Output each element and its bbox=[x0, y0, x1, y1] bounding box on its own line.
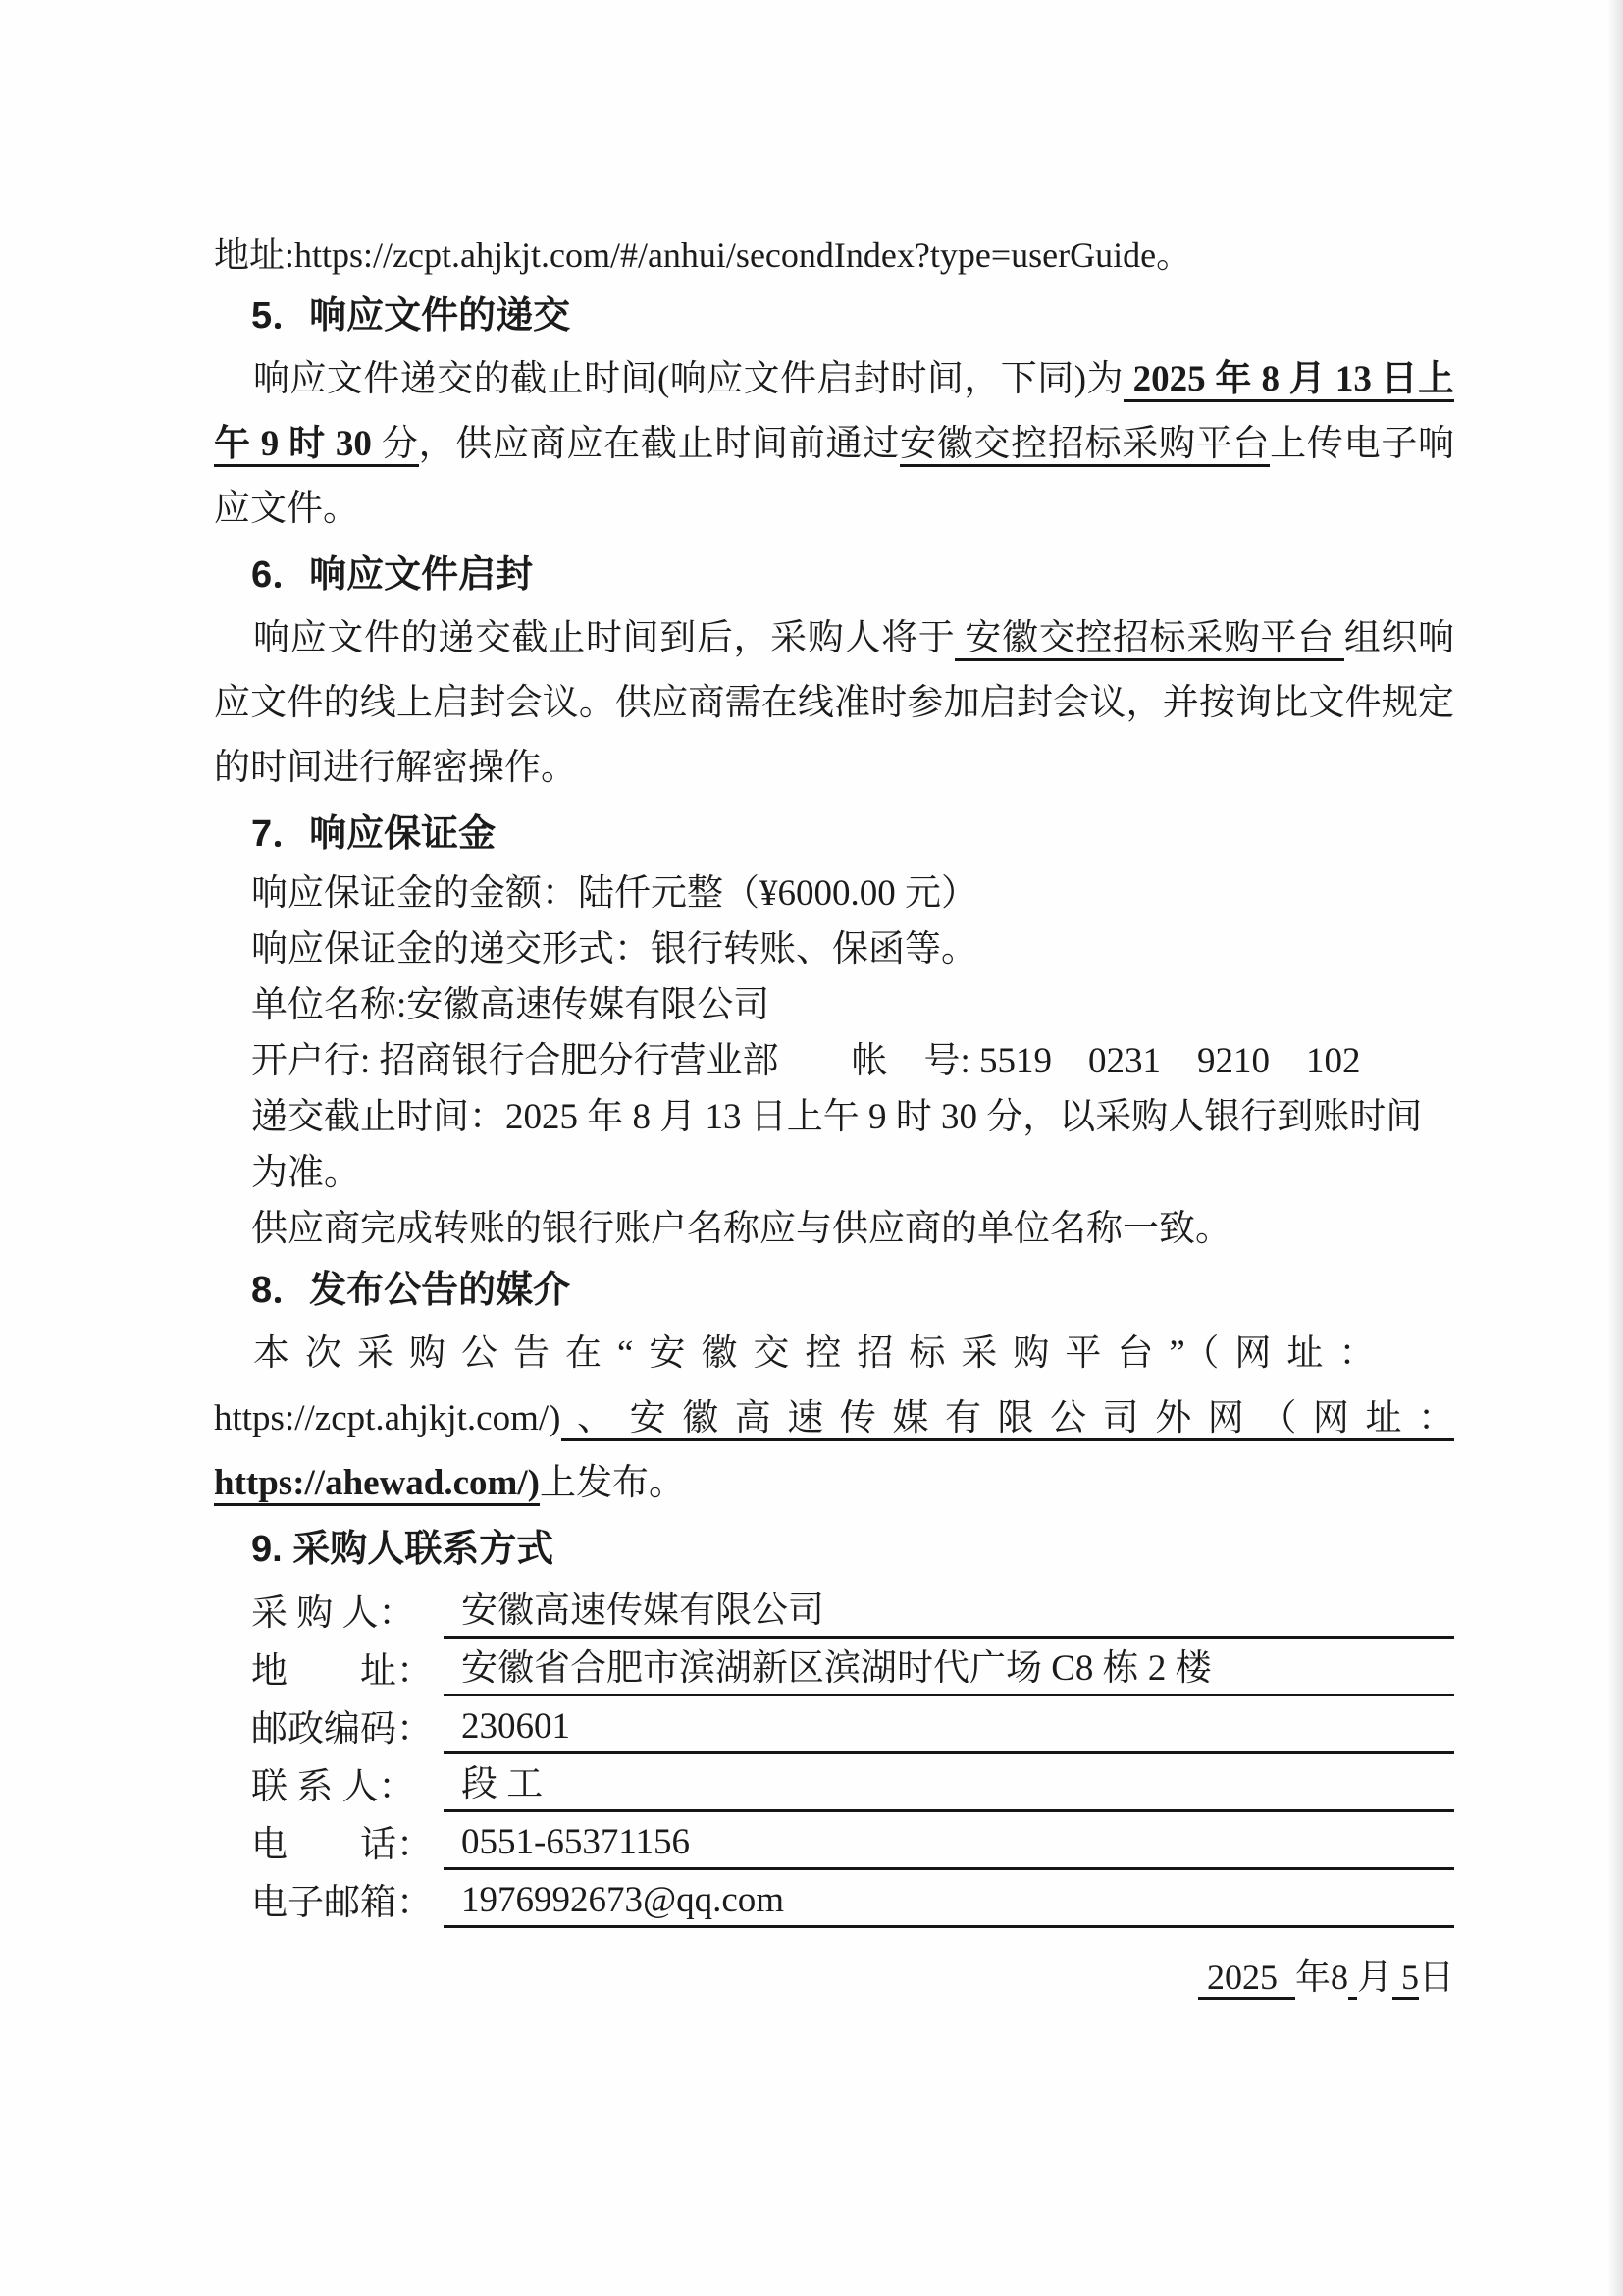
section-8-heading: 8．发布公告的媒介 bbox=[251, 1270, 571, 1311]
contact-row-person bbox=[251, 1754, 1454, 1812]
contact-row-address bbox=[251, 1639, 1454, 1696]
transfer-account-note-line: 供应商完成转账的银行账户名称应与供应商的单位名称一致。 bbox=[251, 1209, 1231, 1249]
date-text: 日 bbox=[1418, 1957, 1454, 1997]
contact-row-phone bbox=[251, 1812, 1454, 1870]
section-6-paragraph bbox=[214, 606, 1454, 801]
contact-value-underlined: 段 工 bbox=[444, 1760, 1454, 1812]
section-5-heading: 5．响应文件的递交 bbox=[251, 295, 571, 337]
section-6-heading: 6．响应文件启封 bbox=[251, 554, 534, 596]
section-9-heading: 9. 采购人联系方式 bbox=[251, 1529, 554, 1570]
scanner-edge-artifact bbox=[1607, 0, 1623, 2296]
contact-row-email bbox=[251, 1870, 1454, 1928]
contact-label: 邮政编码： bbox=[251, 1709, 433, 1749]
contact-label: 联 系 人： bbox=[251, 1767, 415, 1807]
text-run: 组织响应文件的线上启封会议。供应商需在线准时参加启封会议，并按询比文件规定的时间进行解密操作。 bbox=[214, 618, 1455, 788]
contact-value-underlined: 230601 bbox=[444, 1702, 1454, 1754]
text-run: 上发布。 bbox=[539, 1463, 685, 1503]
announcement-media-line2 bbox=[214, 1386, 1454, 1516]
date-text: 年8 bbox=[1294, 1957, 1348, 1997]
bond-amount-line: 响应保证金的金额：陆仟元整（¥6000.00 元） bbox=[251, 873, 977, 913]
external-site-url: https://ahewad.com/) bbox=[214, 1463, 540, 1506]
date-month-blank bbox=[1348, 1957, 1357, 2000]
bond-deadline-line: 递交截止时间：2025 年 8 月 13 日上午 9 时 30 分，以采购人银行到账时间为准。 bbox=[251, 1097, 1423, 1193]
text-run: 响应文件的递交截止时间到后，采购人将于 bbox=[253, 618, 956, 658]
company-name-line: 单位名称:安徽高速传媒有限公司 bbox=[251, 985, 770, 1025]
contact-value-underlined: 0551-65371156 bbox=[444, 1818, 1454, 1870]
date-day-blank: 5 bbox=[1392, 1957, 1419, 2000]
bank-account-line: 开户行: 招商银行合肥分行营业部 帐 号: 5519 0231 9210 102 bbox=[251, 1041, 1361, 1081]
contact-row-purchaser bbox=[251, 1581, 1454, 1639]
platform-url: https://zcpt.ahjkjt.com/) bbox=[214, 1398, 561, 1438]
platform-name-underlined: 安徽交控招标采购平台 bbox=[900, 424, 1270, 467]
platform-name-underlined: 安徽交控招标采购平台 bbox=[955, 618, 1343, 661]
deadline-minute-char: 分 bbox=[382, 424, 419, 467]
section-7-heading: 7．响应保证金 bbox=[251, 813, 497, 855]
contact-label: 地 址： bbox=[251, 1651, 433, 1692]
text-run: 上传电子响应文件。 bbox=[214, 424, 1455, 529]
contact-value-underlined: 安徽省合肥市滨湖新区滨湖时代广场 C8 栋 2 楼 bbox=[444, 1644, 1454, 1696]
section-5-paragraph bbox=[214, 347, 1454, 542]
text-run: ，供应商应在截止时间前通过 bbox=[418, 424, 900, 464]
text-run: 响应文件递交的截止时间(响应文件启封时间，下同)为 bbox=[253, 359, 1124, 399]
contact-label: 采 购 人： bbox=[251, 1593, 415, 1634]
bond-payment-form-line: 响应保证金的递交形式：银行转账、保函等。 bbox=[251, 929, 977, 969]
submission-deadline-datetime: 2025 年 8 月 13 日上午 9 时 30 bbox=[214, 359, 1454, 467]
signature-date-line bbox=[214, 1948, 1454, 2007]
date-text: 月 bbox=[1356, 1957, 1392, 1997]
external-site-name-underlined: 、安徽高速传媒有限公司外网（网址： bbox=[561, 1398, 1455, 1441]
announcement-media-line1: 本次采购公告在“安徽交控招标采购平台”（网址： bbox=[253, 1333, 1391, 1374]
contact-label: 电 话： bbox=[251, 1825, 433, 1865]
date-year-blank: 2025 bbox=[1198, 1957, 1295, 2000]
contact-row-postcode bbox=[251, 1696, 1454, 1754]
contact-value-underlined: 1976992673@qq.com bbox=[444, 1876, 1454, 1928]
contact-value-underlined: 安徽高速传媒有限公司 bbox=[444, 1587, 1454, 1639]
contact-label: 电子邮箱： bbox=[251, 1883, 433, 1923]
user-guide-url-line: 地址:https://zcpt.ahjkjt.com/#/anhui/secondIndex?type=userGuide。 bbox=[214, 235, 1192, 275]
